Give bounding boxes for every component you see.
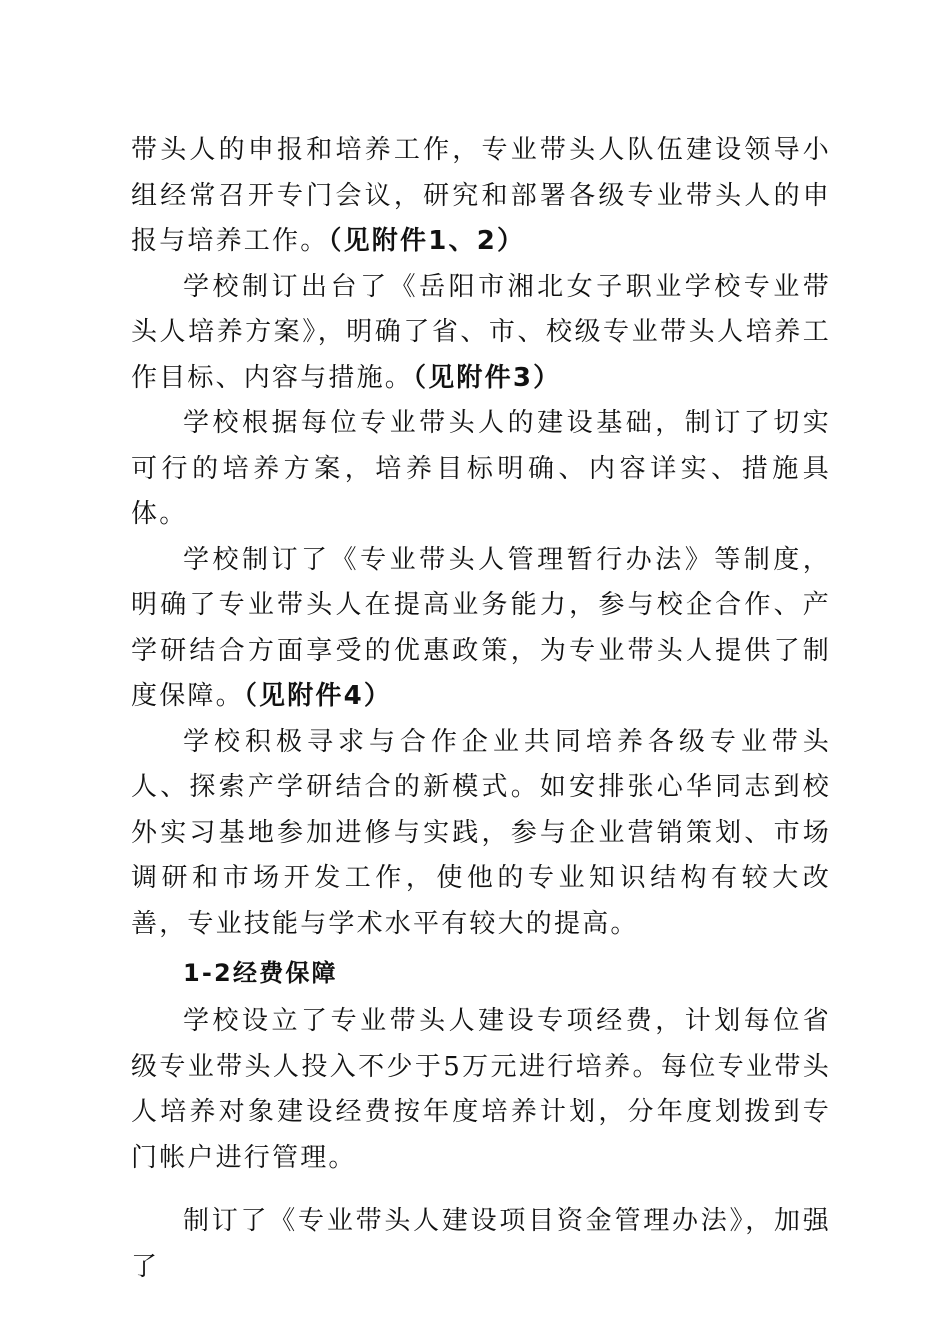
body-text — [131, 128, 831, 1290]
attachment-ref-3: （见附件3） — [413, 362, 562, 393]
paragraph-1 — [131, 128, 831, 265]
section-heading: 1-2经费保障 — [183, 959, 338, 987]
paragraph-2 — [131, 265, 831, 402]
attachment-ref-4: （见附件4） — [243, 681, 393, 711]
paragraph-4-text: 学校制订了《专业带头人管理暂行办法》等制度，明确了专业带头人在提高业务能力，参与校企合作、产学研结合方面享受的优惠政策，为专业带头人提供了制度保障。 — [131, 544, 831, 711]
paragraph-7-text: 制订了《专业带头人建设项目资金管理办法》，加强了 — [131, 1206, 831, 1282]
paragraph-5-text: 学校积极寻求与合作企业共同培养各级专业带头人、探索产学研结合的新模式。如安排张心华同志到校外实习基地参加进修与实践，参与企业营销策划、市场调研和市场开发工作，使他的专业知识结构有较大改善，专业技能与学术水平有较大的提高。 — [131, 726, 831, 939]
paragraph-2-text: 学校制订出台了《岳阳市湘北女子职业学校专业带头人培养方案》，明确了省、市、校级专业带头人培养工作目标、内容与措施。 — [131, 271, 831, 393]
paragraph-1-text: 带头人的申报和培养工作，专业带头人队伍建设领导小组经常召开专门会议，研究和部署各级专业带头人的申报与培养工作。 — [131, 135, 831, 256]
paragraph-6-text: 学校设立了专业带头人建设专项经费，计划每位省级专业带头人投入不少于5万元进行培养。每位专业带头人培养对象建设经费按年度培养计划，分年度划拨到专门帐户进行管理。 — [131, 1006, 831, 1173]
paragraph-3 — [131, 401, 831, 538]
paragraph-6 — [131, 999, 831, 1181]
paragraph-7 — [131, 1199, 831, 1290]
paragraph-5 — [131, 720, 831, 948]
paragraph-4 — [131, 538, 831, 720]
paragraph-3-text: 学校根据每位专业带头人的建设基础，制订了切实可行的培养方案，培养目标明确、内容详实、措施具体。 — [131, 408, 831, 529]
attachment-ref-1-2: （见附件1、2） — [328, 226, 526, 256]
